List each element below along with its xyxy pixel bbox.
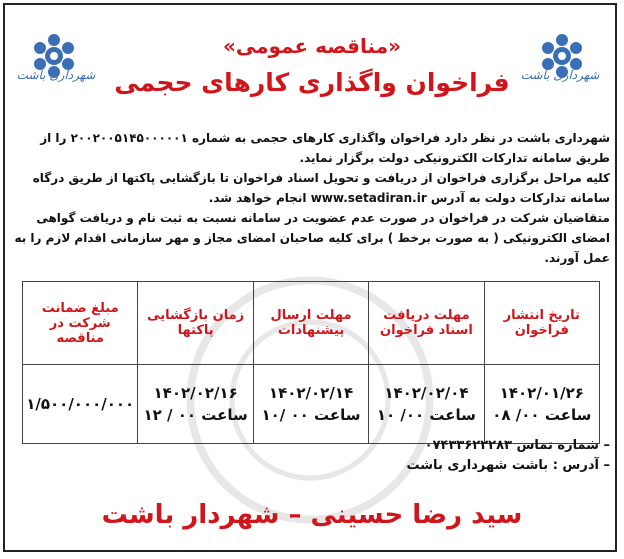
document-deadline-date: ۱۴۰۲/۰۲/۰۴ [384, 384, 469, 402]
notice-body [14, 128, 610, 268]
header-document-deadline: مهلت دریافت اسناد فراخوان [369, 282, 484, 365]
schedule-table [22, 281, 600, 444]
mayor-signature: سید رضا حسینی – شهردار باشت [101, 500, 523, 530]
contact-footer [14, 436, 610, 476]
guarantee-amount: ۱/۵۰۰/۰۰۰/۰۰۰ [26, 395, 135, 413]
body-paragraph-3: متقاضیان شرکت در فراخوان در صورت عدم عضویت در سامانه نسبت به ثبت نام و دریافت گواهی امضای الکترونیکی ( به صورت برخط ) برای کلیه صاحبان امضای مجاز و مهر سازمانی اقدام لازم را به عمل آورند. [14, 211, 610, 265]
logo-caption-right: شهرداری باشت [520, 68, 600, 82]
publish-date: ۱۴۰۲/۰۱/۲۶ [499, 384, 584, 402]
header-submission-deadline: مهلت ارسال پیشنهادات [253, 282, 368, 365]
submission-deadline-time: ساعت ۰۰ /۱۰ [261, 406, 361, 424]
contact-address: – آدرس : باشت شهرداری باشت [406, 458, 610, 473]
tender-label: «مناقصه عمومی» [222, 34, 402, 58]
header-publish-date: تاریخ انتشار فراخوان [484, 282, 599, 365]
cell-submission-deadline [253, 365, 368, 444]
contact-phone: – شماره تماس ۰۷۴۳۳۶۲۲۲۸۳ [424, 438, 610, 453]
header-opening-time: زمان بازگشایی پاکتها [138, 282, 253, 365]
body-paragraph-2: کلیه مراحل برگزاری فراخوان از دریافت و تحویل اسناد فراخوان تا بازگشایی پاکتها از طریق درگاه سامانه تدارکات دولت به آدرس www.setadiran.ir انجام خواهد شد. [32, 171, 610, 205]
body-paragraph-1: شهرداری باشت در نظر دارد فراخوان واگذاری کارهای حجمی به شماره ۲۰۰۲۰۰۵۱۴۵۰۰۰۰۰۱ را از طریق سامانه تدارکات الکترونیکی دولت برگزار نماید. [40, 131, 610, 165]
opening-date: ۱۴۰۲/۰۲/۱۶ [153, 384, 238, 402]
header-guarantee-amount: مبلغ ضمانت شرکت در مناقصه [23, 282, 138, 365]
notice-title: فراخوان واگذاری کارهای حجمی [114, 68, 510, 97]
cell-document-deadline [369, 365, 484, 444]
cell-opening-time [138, 365, 253, 444]
opening-time: ساعت ۰۰ / ۱۲ [143, 406, 248, 424]
cell-publish-date [484, 365, 599, 444]
schedule-header-row [23, 282, 600, 365]
submission-deadline-date: ۱۴۰۲/۰۲/۱۴ [268, 384, 354, 402]
schedule-value-row [23, 365, 600, 444]
logo-caption-left: شهرداری باشت [16, 68, 96, 82]
cell-guarantee-amount [23, 365, 138, 444]
document-deadline-time: ساعت ۰۰/ ۱۰ [376, 406, 476, 424]
publish-time: ساعت ۰۰/ ۰۸ [492, 406, 592, 424]
